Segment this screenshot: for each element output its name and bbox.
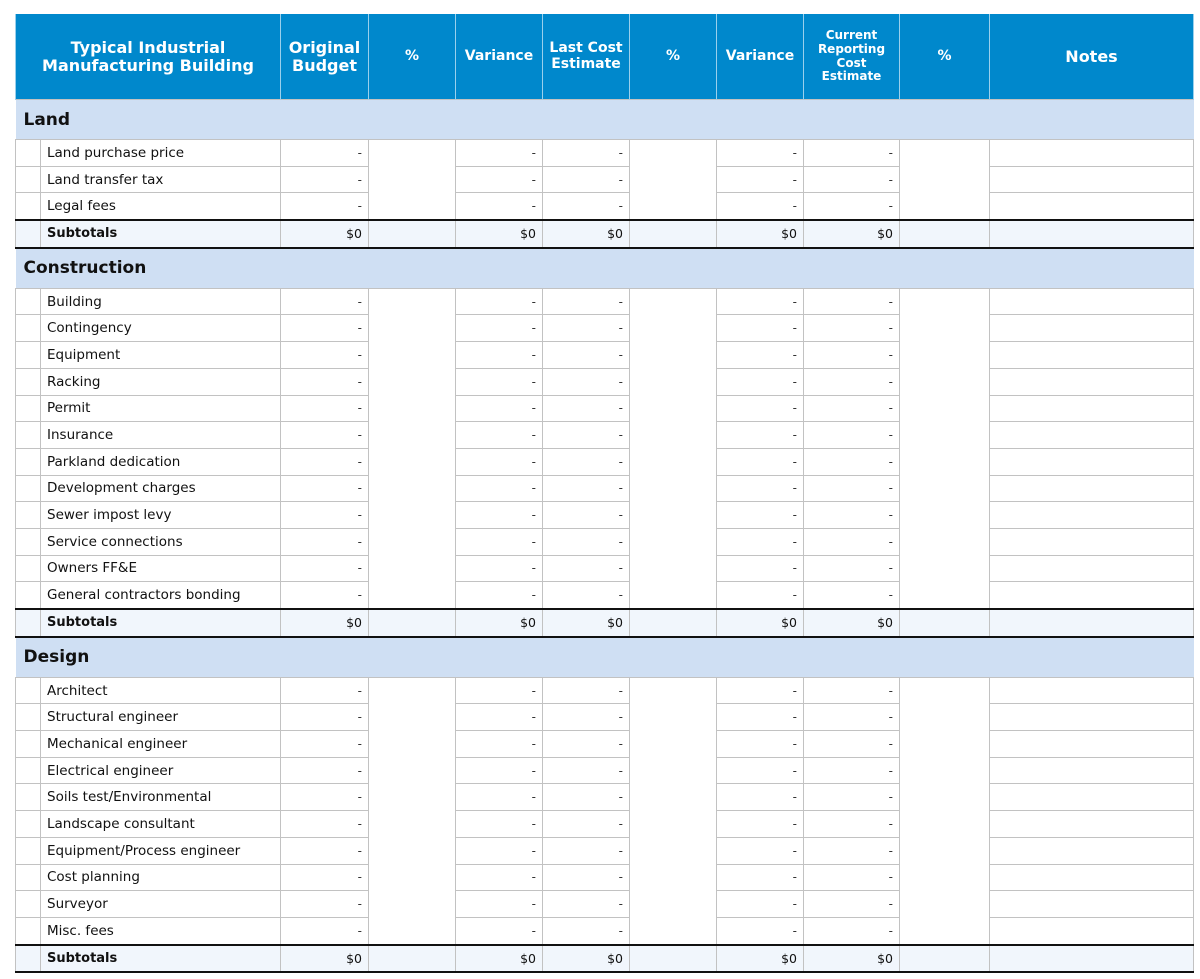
subtotal-percent-2 <box>630 220 717 248</box>
last-cost-estimate-cell[interactable]: - <box>543 475 630 502</box>
last-cost-estimate-cell[interactable]: - <box>543 528 630 555</box>
last-cost-estimate-cell[interactable]: - <box>543 864 630 891</box>
section-header-design <box>16 637 1194 678</box>
notes-cell[interactable] <box>990 555 1194 582</box>
original-budget-cell[interactable]: - <box>281 917 369 944</box>
current-estimate-cell[interactable]: - <box>804 731 900 758</box>
original-budget-cell[interactable]: - <box>281 704 369 731</box>
header-variance-1: Variance <box>456 14 543 100</box>
subtotal-variance-2: $0 <box>717 609 804 637</box>
subtotal-percent-2 <box>630 945 717 973</box>
variance-1-cell[interactable]: - <box>456 422 543 449</box>
variance-1-cell[interactable]: - <box>456 528 543 555</box>
subtotal-last-cost-estimate: $0 <box>543 945 630 973</box>
variance-1-cell[interactable]: - <box>456 448 543 475</box>
original-budget-cell[interactable]: - <box>281 582 369 609</box>
last-cost-estimate-cell[interactable]: - <box>543 193 630 220</box>
table-row <box>16 288 1194 315</box>
variance-2-cell[interactable]: - <box>717 422 804 449</box>
header-row <box>16 14 1194 100</box>
current-estimate-cell[interactable]: - <box>804 704 900 731</box>
notes-cell[interactable] <box>990 395 1194 422</box>
original-budget-cell[interactable]: - <box>281 731 369 758</box>
row-indent-cell[interactable] <box>16 917 41 944</box>
subtotal-percent-3 <box>900 220 990 248</box>
table-row <box>16 582 1194 609</box>
variance-2-cell[interactable]: - <box>717 555 804 582</box>
row-indent-cell[interactable] <box>16 342 41 369</box>
line-item-label[interactable]: Land purchase price <box>41 140 281 167</box>
percent-1-cell[interactable] <box>369 140 456 221</box>
original-budget-cell[interactable]: - <box>281 784 369 811</box>
table-row <box>16 677 1194 704</box>
last-cost-estimate-cell[interactable]: - <box>543 368 630 395</box>
subtotal-last-cost-estimate: $0 <box>543 220 630 248</box>
header-building-type: Typical Industrial Manufacturing Building <box>16 14 281 100</box>
variance-2-cell[interactable]: - <box>717 731 804 758</box>
variance-1-cell[interactable]: - <box>456 555 543 582</box>
table-row <box>16 368 1194 395</box>
subtotal-variance-1: $0 <box>456 609 543 637</box>
variance-1-cell[interactable]: - <box>456 891 543 918</box>
variance-1-cell[interactable]: - <box>456 342 543 369</box>
original-budget-cell[interactable]: - <box>281 811 369 838</box>
notes-cell[interactable] <box>990 582 1194 609</box>
line-item-label[interactable]: Architect <box>41 677 281 704</box>
row-indent-cell[interactable] <box>16 582 41 609</box>
row-indent-cell[interactable] <box>16 448 41 475</box>
table-row <box>16 315 1194 342</box>
row-indent-cell[interactable] <box>16 422 41 449</box>
table-row <box>16 448 1194 475</box>
line-item-label[interactable]: Cost planning <box>41 864 281 891</box>
original-budget-cell[interactable]: - <box>281 475 369 502</box>
row-indent-cell[interactable] <box>16 731 41 758</box>
current-estimate-cell[interactable]: - <box>804 784 900 811</box>
line-item-label[interactable]: Mechanical engineer <box>41 731 281 758</box>
line-item-label[interactable]: Electrical engineer <box>41 757 281 784</box>
row-indent-cell[interactable] <box>16 837 41 864</box>
line-item-label[interactable]: Development charges <box>41 475 281 502</box>
notes-cell[interactable] <box>990 864 1194 891</box>
subtotal-row-construction <box>16 609 1194 637</box>
section-header-construction <box>16 248 1194 289</box>
section-title: Construction <box>16 248 1194 289</box>
table-row <box>16 422 1194 449</box>
last-cost-estimate-cell[interactable]: - <box>543 757 630 784</box>
variance-2-cell[interactable]: - <box>717 342 804 369</box>
variance-2-cell[interactable]: - <box>717 448 804 475</box>
header-variance-2: Variance <box>717 14 804 100</box>
variance-2-cell[interactable]: - <box>717 288 804 315</box>
percent-1-cell[interactable] <box>369 288 456 609</box>
current-estimate-cell[interactable]: - <box>804 475 900 502</box>
percent-3-cell[interactable] <box>900 677 990 944</box>
variance-1-cell[interactable]: - <box>456 475 543 502</box>
subtotal-percent-3 <box>900 945 990 973</box>
last-cost-estimate-cell[interactable]: - <box>543 784 630 811</box>
section-title: Design <box>16 637 1194 678</box>
header-original-budget: Original Budget <box>281 14 369 100</box>
original-budget-cell[interactable]: - <box>281 342 369 369</box>
original-budget-cell[interactable]: - <box>281 140 369 167</box>
variance-2-cell[interactable]: - <box>717 140 804 167</box>
last-cost-estimate-cell[interactable]: - <box>543 342 630 369</box>
line-item-label[interactable]: Structural engineer <box>41 704 281 731</box>
table-row <box>16 140 1194 167</box>
line-item-label[interactable]: Misc. fees <box>41 917 281 944</box>
last-cost-estimate-cell[interactable]: - <box>543 555 630 582</box>
percent-3-cell[interactable] <box>900 140 990 221</box>
line-item-label[interactable]: Equipment <box>41 342 281 369</box>
row-indent-cell[interactable] <box>16 757 41 784</box>
subtotal-label: Subtotals <box>41 945 281 973</box>
variance-1-cell[interactable]: - <box>456 864 543 891</box>
last-cost-estimate-cell[interactable]: - <box>543 837 630 864</box>
notes-cell[interactable] <box>990 368 1194 395</box>
header-notes: Notes <box>990 14 1194 100</box>
table-row <box>16 891 1194 918</box>
line-item-label[interactable]: Racking <box>41 368 281 395</box>
line-item-label[interactable]: Building <box>41 288 281 315</box>
variance-2-cell[interactable]: - <box>717 368 804 395</box>
notes-cell[interactable] <box>990 891 1194 918</box>
row-indent-cell[interactable] <box>16 288 41 315</box>
notes-cell[interactable] <box>990 502 1194 529</box>
line-item-label[interactable]: Service connections <box>41 528 281 555</box>
subtotal-notes <box>990 945 1194 973</box>
last-cost-estimate-cell[interactable]: - <box>543 502 630 529</box>
variance-2-cell[interactable]: - <box>717 502 804 529</box>
variance-1-cell[interactable]: - <box>456 784 543 811</box>
variance-1-cell[interactable]: - <box>456 368 543 395</box>
subtotal-variance-1: $0 <box>456 220 543 248</box>
table-row <box>16 395 1194 422</box>
variance-1-cell[interactable]: - <box>456 315 543 342</box>
variance-1-cell[interactable]: - <box>456 811 543 838</box>
variance-1-cell[interactable]: - <box>456 140 543 167</box>
subtotal-original-budget: $0 <box>281 220 369 248</box>
variance-1-cell[interactable]: - <box>456 582 543 609</box>
current-estimate-cell[interactable]: - <box>804 555 900 582</box>
line-item-label[interactable]: Land transfer tax <box>41 166 281 193</box>
row-indent-cell[interactable] <box>16 677 41 704</box>
table-row <box>16 917 1194 944</box>
header-percent-3: % <box>900 14 990 100</box>
section-header-land <box>16 100 1194 140</box>
variance-2-cell[interactable]: - <box>717 917 804 944</box>
last-cost-estimate-cell[interactable]: - <box>543 582 630 609</box>
percent-2-cell[interactable] <box>630 288 717 609</box>
header-current-reporting-cost-estimate: Current Reporting Cost Estimate <box>804 14 900 100</box>
variance-2-cell[interactable]: - <box>717 864 804 891</box>
table-row <box>16 757 1194 784</box>
current-estimate-cell[interactable]: - <box>804 448 900 475</box>
variance-1-cell[interactable]: - <box>456 677 543 704</box>
line-item-label[interactable]: Surveyor <box>41 891 281 918</box>
notes-cell[interactable] <box>990 757 1194 784</box>
row-indent-cell[interactable] <box>16 864 41 891</box>
table-row <box>16 837 1194 864</box>
original-budget-cell[interactable]: - <box>281 193 369 220</box>
variance-1-cell[interactable]: - <box>456 166 543 193</box>
section-title: Land <box>16 100 1194 140</box>
budget-spreadsheet <box>15 14 1193 973</box>
last-cost-estimate-cell[interactable]: - <box>543 315 630 342</box>
variance-2-cell[interactable]: - <box>717 166 804 193</box>
line-item-label[interactable]: Owners FF&E <box>41 555 281 582</box>
variance-1-cell[interactable]: - <box>456 704 543 731</box>
original-budget-cell[interactable]: - <box>281 315 369 342</box>
row-indent-cell[interactable] <box>16 315 41 342</box>
row-indent-cell[interactable] <box>16 166 41 193</box>
table-row <box>16 864 1194 891</box>
original-budget-cell[interactable]: - <box>281 837 369 864</box>
notes-cell[interactable] <box>990 677 1194 704</box>
row-indent-cell[interactable] <box>16 475 41 502</box>
subtotal-current-estimate: $0 <box>804 609 900 637</box>
table-row <box>16 704 1194 731</box>
budget-table <box>15 14 1194 973</box>
subtotal-percent-2 <box>630 609 717 637</box>
row-indent-cell[interactable] <box>16 395 41 422</box>
original-budget-cell[interactable]: - <box>281 288 369 315</box>
current-estimate-cell[interactable]: - <box>804 422 900 449</box>
subtotal-percent-3 <box>900 609 990 637</box>
subtotal-original-budget: $0 <box>281 609 369 637</box>
line-item-label[interactable]: General contractors bonding <box>41 582 281 609</box>
last-cost-estimate-cell[interactable]: - <box>543 704 630 731</box>
notes-cell[interactable] <box>990 288 1194 315</box>
variance-2-cell[interactable]: - <box>717 757 804 784</box>
current-estimate-cell[interactable]: - <box>804 917 900 944</box>
subtotal-notes <box>990 220 1194 248</box>
last-cost-estimate-cell[interactable]: - <box>543 731 630 758</box>
line-item-label[interactable]: Landscape consultant <box>41 811 281 838</box>
table-row <box>16 502 1194 529</box>
notes-cell[interactable] <box>990 315 1194 342</box>
subtotal-percent-1 <box>369 609 456 637</box>
notes-cell[interactable] <box>990 475 1194 502</box>
variance-2-cell[interactable]: - <box>717 811 804 838</box>
percent-3-cell[interactable] <box>900 288 990 609</box>
line-item-label[interactable]: Soils test/Environmental <box>41 784 281 811</box>
notes-cell[interactable] <box>990 704 1194 731</box>
last-cost-estimate-cell[interactable]: - <box>543 811 630 838</box>
row-indent-cell[interactable] <box>16 528 41 555</box>
header-percent-2: % <box>630 14 717 100</box>
original-budget-cell[interactable]: - <box>281 368 369 395</box>
original-budget-cell[interactable]: - <box>281 864 369 891</box>
notes-cell[interactable] <box>990 342 1194 369</box>
table-row <box>16 731 1194 758</box>
variance-2-cell[interactable]: - <box>717 193 804 220</box>
current-estimate-cell[interactable]: - <box>804 864 900 891</box>
variance-1-cell[interactable]: - <box>456 837 543 864</box>
subtotal-variance-1: $0 <box>456 945 543 973</box>
subtotal-original-budget: $0 <box>281 945 369 973</box>
table-row <box>16 166 1194 193</box>
current-estimate-cell[interactable]: - <box>804 582 900 609</box>
variance-2-cell[interactable]: - <box>717 891 804 918</box>
variance-1-cell[interactable]: - <box>456 502 543 529</box>
row-indent-cell[interactable] <box>16 368 41 395</box>
variance-2-cell[interactable]: - <box>717 528 804 555</box>
line-item-label[interactable]: Legal fees <box>41 193 281 220</box>
notes-cell[interactable] <box>990 811 1194 838</box>
original-budget-cell[interactable]: - <box>281 395 369 422</box>
notes-cell[interactable] <box>990 448 1194 475</box>
current-estimate-cell[interactable]: - <box>804 677 900 704</box>
notes-cell[interactable] <box>990 784 1194 811</box>
variance-1-cell[interactable]: - <box>456 288 543 315</box>
original-budget-cell[interactable]: - <box>281 757 369 784</box>
percent-2-cell[interactable] <box>630 677 717 944</box>
variance-1-cell[interactable]: - <box>456 917 543 944</box>
last-cost-estimate-cell[interactable]: - <box>543 891 630 918</box>
percent-2-cell[interactable] <box>630 140 717 221</box>
current-estimate-cell[interactable]: - <box>804 811 900 838</box>
current-estimate-cell[interactable]: - <box>804 368 900 395</box>
line-item-label[interactable]: Equipment/Process engineer <box>41 837 281 864</box>
current-estimate-cell[interactable]: - <box>804 395 900 422</box>
header-percent-1: % <box>369 14 456 100</box>
current-estimate-cell[interactable]: - <box>804 315 900 342</box>
notes-cell[interactable] <box>990 166 1194 193</box>
variance-2-cell[interactable]: - <box>717 315 804 342</box>
table-row <box>16 342 1194 369</box>
last-cost-estimate-cell[interactable]: - <box>543 917 630 944</box>
subtotal-indent-cell <box>16 220 41 248</box>
subtotal-variance-2: $0 <box>717 945 804 973</box>
original-budget-cell[interactable]: - <box>281 422 369 449</box>
notes-cell[interactable] <box>990 193 1194 220</box>
line-item-label[interactable]: Parkland dedication <box>41 448 281 475</box>
notes-cell[interactable] <box>990 140 1194 167</box>
table-row <box>16 528 1194 555</box>
original-budget-cell[interactable]: - <box>281 891 369 918</box>
current-estimate-cell[interactable]: - <box>804 757 900 784</box>
last-cost-estimate-cell[interactable]: - <box>543 422 630 449</box>
notes-cell[interactable] <box>990 422 1194 449</box>
subtotal-indent-cell <box>16 945 41 973</box>
notes-cell[interactable] <box>990 528 1194 555</box>
row-indent-cell[interactable] <box>16 140 41 167</box>
subtotal-current-estimate: $0 <box>804 945 900 973</box>
original-budget-cell[interactable]: - <box>281 528 369 555</box>
notes-cell[interactable] <box>990 917 1194 944</box>
subtotal-percent-1 <box>369 220 456 248</box>
current-estimate-cell[interactable]: - <box>804 140 900 167</box>
variance-1-cell[interactable]: - <box>456 731 543 758</box>
original-budget-cell[interactable]: - <box>281 555 369 582</box>
original-budget-cell[interactable]: - <box>281 677 369 704</box>
row-indent-cell[interactable] <box>16 784 41 811</box>
original-budget-cell[interactable]: - <box>281 502 369 529</box>
current-estimate-cell[interactable]: - <box>804 528 900 555</box>
current-estimate-cell[interactable]: - <box>804 502 900 529</box>
last-cost-estimate-cell[interactable]: - <box>543 140 630 167</box>
subtotal-notes <box>990 609 1194 637</box>
table-row <box>16 193 1194 220</box>
subtotal-label: Subtotals <box>41 609 281 637</box>
current-estimate-cell[interactable]: - <box>804 166 900 193</box>
row-indent-cell[interactable] <box>16 502 41 529</box>
row-indent-cell[interactable] <box>16 811 41 838</box>
notes-cell[interactable] <box>990 731 1194 758</box>
subtotal-indent-cell <box>16 609 41 637</box>
line-item-label[interactable]: Permit <box>41 395 281 422</box>
last-cost-estimate-cell[interactable]: - <box>543 166 630 193</box>
table-row <box>16 811 1194 838</box>
row-indent-cell[interactable] <box>16 891 41 918</box>
original-budget-cell[interactable]: - <box>281 166 369 193</box>
line-item-label[interactable]: Sewer impost levy <box>41 502 281 529</box>
variance-2-cell[interactable]: - <box>717 784 804 811</box>
variance-2-cell[interactable]: - <box>717 704 804 731</box>
subtotal-row-land <box>16 220 1194 248</box>
last-cost-estimate-cell[interactable]: - <box>543 288 630 315</box>
variance-2-cell[interactable]: - <box>717 475 804 502</box>
variance-2-cell[interactable]: - <box>717 582 804 609</box>
table-row <box>16 784 1194 811</box>
variance-2-cell[interactable]: - <box>717 677 804 704</box>
last-cost-estimate-cell[interactable]: - <box>543 448 630 475</box>
original-budget-cell[interactable]: - <box>281 448 369 475</box>
subtotal-variance-2: $0 <box>717 220 804 248</box>
row-indent-cell[interactable] <box>16 704 41 731</box>
current-estimate-cell[interactable]: - <box>804 837 900 864</box>
subtotal-row-design <box>16 945 1194 973</box>
table-row <box>16 555 1194 582</box>
table-row <box>16 475 1194 502</box>
variance-2-cell[interactable]: - <box>717 395 804 422</box>
row-indent-cell[interactable] <box>16 555 41 582</box>
variance-1-cell[interactable]: - <box>456 193 543 220</box>
subtotal-percent-1 <box>369 945 456 973</box>
percent-1-cell[interactable] <box>369 677 456 944</box>
variance-2-cell[interactable]: - <box>717 837 804 864</box>
current-estimate-cell[interactable]: - <box>804 342 900 369</box>
current-estimate-cell[interactable]: - <box>804 193 900 220</box>
last-cost-estimate-cell[interactable]: - <box>543 677 630 704</box>
current-estimate-cell[interactable]: - <box>804 891 900 918</box>
line-item-label[interactable]: Insurance <box>41 422 281 449</box>
variance-1-cell[interactable]: - <box>456 395 543 422</box>
subtotal-current-estimate: $0 <box>804 220 900 248</box>
row-indent-cell[interactable] <box>16 193 41 220</box>
last-cost-estimate-cell[interactable]: - <box>543 395 630 422</box>
current-estimate-cell[interactable]: - <box>804 288 900 315</box>
subtotal-last-cost-estimate: $0 <box>543 609 630 637</box>
header-last-cost-estimate: Last Cost Estimate <box>543 14 630 100</box>
subtotal-label: Subtotals <box>41 220 281 248</box>
line-item-label[interactable]: Contingency <box>41 315 281 342</box>
variance-1-cell[interactable]: - <box>456 757 543 784</box>
notes-cell[interactable] <box>990 837 1194 864</box>
